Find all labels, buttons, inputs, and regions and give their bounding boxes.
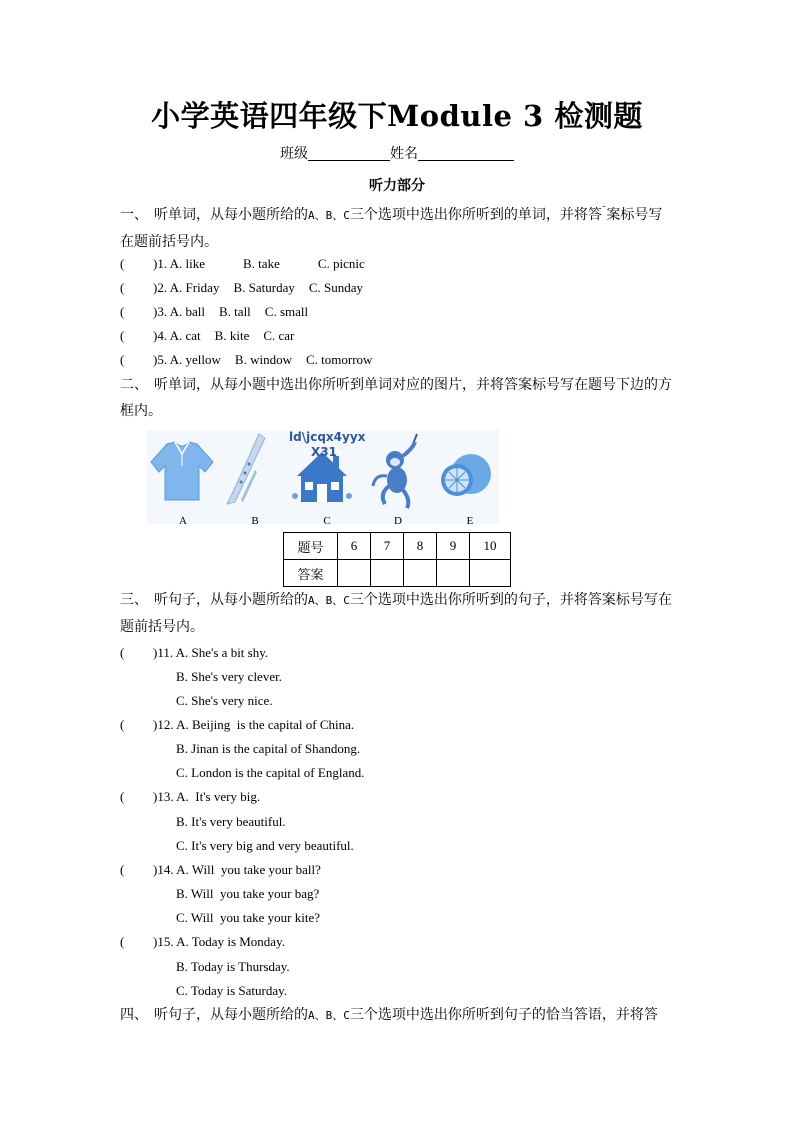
- option-b: B. take: [243, 256, 280, 271]
- question-number: )13.: [153, 789, 177, 804]
- picture-label-d: D: [394, 515, 402, 527]
- section1-text-b: 三个选项中选出你所听到的单词，并将答: [349, 207, 602, 223]
- section1-number: 一、: [120, 207, 148, 223]
- class-name-line: [0, 144, 794, 164]
- answer-paren[interactable]: (: [120, 934, 125, 949]
- orange-icon: [431, 430, 501, 524]
- table-cell: 8: [404, 533, 437, 560]
- page-title: 小学英语四年级下Module 3 检测题: [151, 99, 643, 133]
- section1-text-a: 听单词，从每小题所给的: [154, 207, 308, 223]
- section3-text-b: 三个选项中选出你所听到的句子，并将答案标号写: [349, 592, 658, 608]
- answer-paren[interactable]: (: [120, 256, 125, 271]
- option-c: C. car: [263, 328, 295, 343]
- picture-label-e: E: [466, 515, 474, 527]
- option-a: A. She's a bit shy.: [175, 645, 269, 660]
- picture-label-a: A: [179, 515, 187, 527]
- section1-instructions: [120, 198, 676, 255]
- name-label: 姓名: [390, 146, 418, 162]
- flute-icon: [219, 430, 289, 524]
- row-label-answer: 答案: [284, 560, 338, 587]
- row-label-number: 题号: [284, 533, 338, 560]
- section2-number: 二、: [120, 377, 148, 393]
- answer-cell[interactable]: [404, 560, 437, 587]
- question-13-option-c: C. It's very big and very beautiful.: [176, 838, 354, 853]
- question-1: [120, 254, 365, 274]
- question-12: [120, 715, 354, 735]
- question-12-option-b: B. Jinan is the capital of Shandong.: [176, 741, 361, 756]
- shirt-icon: [147, 430, 217, 524]
- answer-cell[interactable]: [437, 560, 470, 587]
- question-13-option-b: B. It's very beautiful.: [176, 814, 286, 829]
- option-a: A. Today is Monday.: [176, 934, 285, 949]
- name-blank[interactable]: [418, 146, 514, 161]
- option-a: A. like: [169, 256, 206, 271]
- table-cell: 6: [338, 533, 371, 560]
- question-number: )11.: [153, 645, 176, 660]
- table-cell: 10: [470, 533, 511, 560]
- question-3: [120, 302, 308, 322]
- picture-overlay-text-2: X31: [311, 445, 337, 459]
- section3-text-a: 听句子，从每小题所给的: [154, 592, 308, 608]
- option-a: A. It's very big.: [176, 789, 261, 804]
- option-c: C. Sunday: [308, 280, 364, 295]
- listening-heading: 听力部分: [369, 178, 425, 194]
- question-15: [120, 932, 285, 952]
- table-cell: 9: [437, 533, 470, 560]
- question-11-option-b: B. She's very clever.: [176, 669, 282, 684]
- answer-table: [283, 532, 511, 587]
- section4-text-a: 听句子，从每小题所给的: [154, 1007, 308, 1023]
- option-c: C. small: [264, 304, 309, 319]
- question-11-option-c: C. She's very nice.: [176, 693, 273, 708]
- section4-instructions: [120, 1002, 676, 1029]
- question-14-option-b: B. Will you take your bag?: [176, 886, 320, 901]
- answer-paren[interactable]: (: [120, 717, 125, 732]
- option-a: A. Beijing is the capital of China.: [176, 717, 355, 732]
- answer-cell[interactable]: [371, 560, 404, 587]
- table-cell: 7: [371, 533, 404, 560]
- question-15-option-b: B. Today is Thursday.: [176, 959, 290, 974]
- option-a: A. Friday: [169, 280, 220, 295]
- section3-number: 三、: [120, 592, 148, 608]
- answer-cell[interactable]: [470, 560, 511, 587]
- section4-text-b: 三个选项中选出你所听到句子的恰当答语，并将答: [349, 1007, 658, 1023]
- table-row: [284, 533, 511, 560]
- option-a: A. yellow: [169, 352, 221, 367]
- option-b: B. kite: [214, 328, 250, 343]
- answer-paren[interactable]: (: [120, 280, 125, 295]
- answer-paren[interactable]: (: [120, 862, 125, 877]
- answer-paren[interactable]: (: [120, 352, 125, 367]
- option-c: C. picnic: [317, 256, 365, 271]
- question-number: )15.: [153, 934, 177, 949]
- picture-label-c: C: [323, 515, 331, 527]
- class-blank[interactable]: [308, 146, 390, 161]
- question-number: )2.: [153, 280, 170, 295]
- question-number: )4.: [153, 328, 170, 343]
- option-c: C. tomorrow: [305, 352, 373, 367]
- section4-number: 四、: [120, 1007, 148, 1023]
- section3-line2: 在题前括号内。: [120, 592, 672, 635]
- question-number: )14.: [153, 862, 177, 877]
- answer-paren[interactable]: (: [120, 304, 125, 319]
- section2-instructions: [120, 372, 676, 424]
- section2-line1: 听单词，从每小题中选出你所听到单词对应的图片，并将答案标号写在题号下边的方: [154, 377, 672, 393]
- class-label: 班级: [280, 146, 308, 162]
- option-b: B. tall: [219, 304, 251, 319]
- question-11: [120, 643, 268, 663]
- answer-paren[interactable]: (: [120, 645, 125, 660]
- section1-abc: A、B、C: [308, 209, 350, 222]
- picture-overlay-text-1: ld\jcqx4yyx: [289, 430, 366, 444]
- option-a: A. Will you take your ball?: [176, 862, 321, 877]
- section3-instructions: [120, 587, 676, 640]
- section4-abc: A、B、C: [308, 1009, 350, 1022]
- question-number: )12.: [153, 717, 177, 732]
- question-4: [120, 326, 294, 346]
- question-12-option-c: C. London is the capital of England.: [176, 765, 365, 780]
- section2-line2: 框内。: [120, 403, 162, 419]
- question-14: [120, 860, 321, 880]
- question-number: )1.: [153, 256, 170, 271]
- option-b: B. window: [234, 352, 292, 367]
- question-5: [120, 350, 372, 370]
- question-2: [120, 278, 363, 298]
- option-b: B. Saturday: [233, 280, 295, 295]
- table-row: [284, 560, 511, 587]
- section3-abc: A、B、C: [308, 594, 350, 607]
- section1-mark: ¨: [601, 206, 607, 216]
- section1-text-c: 案标号写在题前括号内。: [120, 207, 663, 250]
- question-number: )3.: [153, 304, 170, 319]
- question-13: [120, 787, 260, 807]
- answer-paren[interactable]: (: [120, 328, 125, 343]
- question-14-option-c: C. Will you take your kite?: [176, 910, 321, 925]
- question-15-option-c: C. Today is Saturday.: [176, 983, 288, 998]
- answer-cell[interactable]: [338, 560, 371, 587]
- option-a: A. ball: [169, 304, 206, 319]
- picture-label-b: B: [251, 515, 259, 527]
- picture-strip: [147, 430, 499, 524]
- answer-paren[interactable]: (: [120, 789, 125, 804]
- question-number: )5.: [153, 352, 170, 367]
- monkey-icon: [363, 430, 433, 524]
- option-a: A. cat: [169, 328, 201, 343]
